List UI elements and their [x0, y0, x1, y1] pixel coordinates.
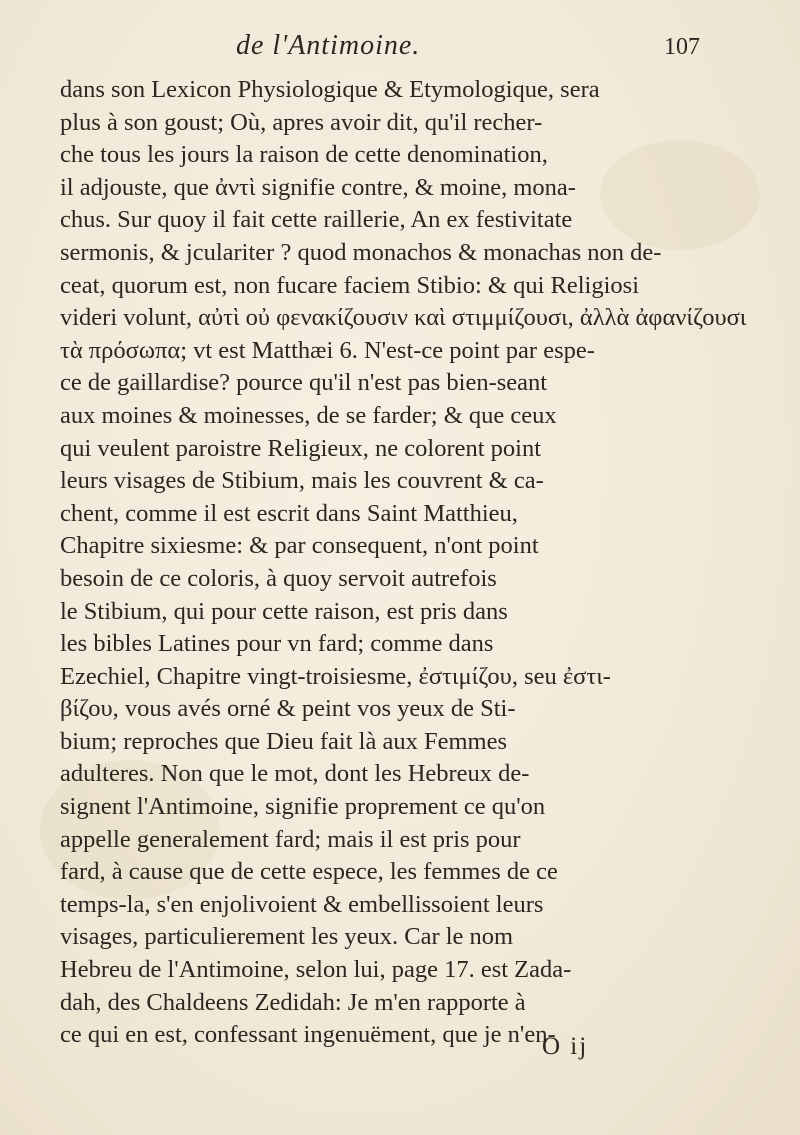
- text-line: Hebreu de l'Antimoine, selon lui, page 17. est Zada-: [60, 956, 572, 984]
- text-line: chus. Sur quoy il fait cette raillerie, An ex festivitate: [60, 206, 573, 234]
- text-line: che tous les jours la raison de cette denomination,: [60, 141, 548, 169]
- text-line: ce qui en est, confessant ingenuëment, que je n'en-: [60, 1021, 556, 1049]
- text-line: τὰ πρόσωπα; vt est Matthæi 6. N'est-ce point par espe-: [60, 336, 595, 364]
- text-line: visages, particulierement les yeux. Car le nom: [60, 923, 514, 951]
- page-number: 107: [664, 34, 700, 60]
- text-line: temps-la, s'en enjolivoient & embellissoient leurs: [60, 890, 544, 918]
- text-line: qui veulent paroistre Religieux, ne colorent point: [60, 434, 542, 462]
- text-line: Chapitre sixiesme: & par consequent, n'ont point: [60, 532, 539, 560]
- text-line: aux moines & moinesses, de se farder; & que ceux: [60, 401, 557, 429]
- text-line: sermonis, & jculariter ? quod monachos & monachas non de-: [60, 238, 662, 266]
- text-line: ce de gaillardise? pource qu'il n'est pas bien-seant: [60, 369, 548, 397]
- text-line: fard, à cause que de cette espece, les femmes de ce: [60, 858, 558, 886]
- text-line: adulteres. Non que le mot, dont les Hebreux de-: [60, 760, 530, 788]
- text-line: chent, comme il est escrit dans Saint Matthieu,: [60, 499, 518, 527]
- running-title: de l'Antimoine.: [236, 30, 421, 61]
- text-line: videri volunt, αὐτὶ οὐ φενακίζουσιν καὶ στιμμίζουσι, ἀλλὰ ἀφανίζουσι: [60, 304, 747, 332]
- text-line: leurs visages de Stibium, mais les couvrent & ca-: [60, 467, 544, 495]
- text-line: appelle generalement fard; mais il est pris pour: [60, 825, 521, 853]
- text-line: il adjouste, que ἀντὶ signifie contre, & moine, mona-: [60, 173, 576, 201]
- body-text: [60, 74, 747, 1052]
- text-line: bium; reproches que Dieu fait là aux Femmes: [60, 727, 507, 755]
- text-line: Ezechiel, Chapitre vingt-troisiesme, ἐστιμίζου, seu ἐστι-: [60, 662, 611, 690]
- text-line: dah, des Chaldeens Zedidah: Je m'en rapporte à: [60, 988, 526, 1016]
- text-line: βίζου, vous avés orné & peint vos yeux de Sti-: [60, 695, 516, 723]
- text-line: le Stibium, qui pour cette raison, est pris dans: [60, 597, 508, 625]
- text-line: les bibles Latines pour vn fard; comme dans: [60, 630, 494, 658]
- text-line: signent l'Antimoine, signifie proprement ce qu'on: [60, 793, 546, 821]
- printer-signature: O ij: [542, 1033, 589, 1060]
- text-line: besoin de ce coloris, à quoy servoit autrefois: [60, 564, 497, 592]
- text-line: plus à son goust; Où, apres avoir dit, qu'il recher-: [60, 108, 543, 136]
- page-header: [60, 30, 700, 70]
- text-line: ceat, quorum est, non fucare faciem Stibio: & qui Religiosi: [60, 271, 640, 299]
- text-line: dans son Lexicon Physiologique & Etymologique, sera: [60, 76, 600, 103]
